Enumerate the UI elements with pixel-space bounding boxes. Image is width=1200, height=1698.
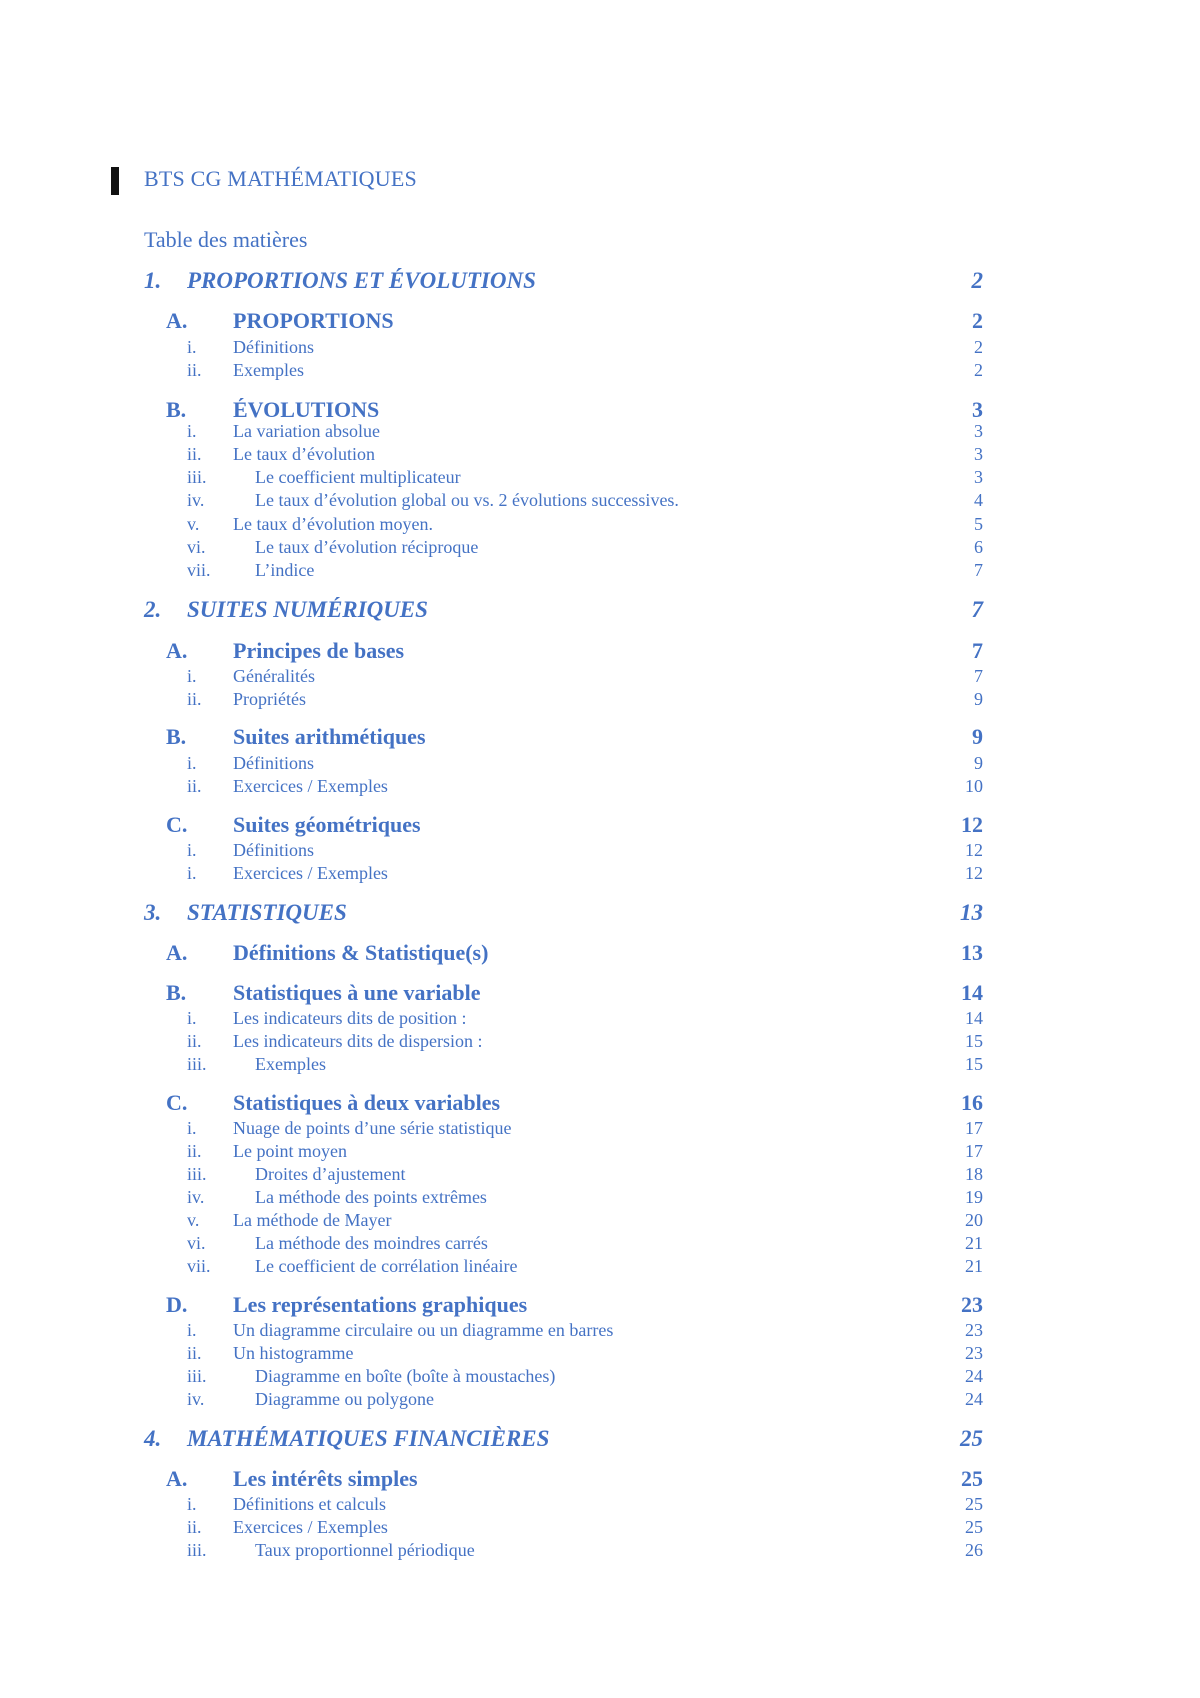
toc-entry-level-2[interactable] — [0, 724, 1200, 748]
toc-entry-level-3[interactable] — [0, 863, 1200, 887]
toc-entry-label: Droites d’ajustement — [255, 1164, 406, 1184]
toc-entry-level-3[interactable] — [0, 1187, 1200, 1211]
toc-entry-page-number: 10 — [965, 776, 983, 796]
header-marker-bar — [111, 167, 119, 195]
toc-entry-page-number: 23 — [965, 1320, 983, 1340]
toc-entry-level-3[interactable] — [0, 1233, 1200, 1257]
toc-entry-number: iii. — [187, 1054, 207, 1074]
toc-entry-label: Les indicateurs dits de dispersion : — [233, 1031, 483, 1051]
toc-entry-level-3[interactable] — [0, 490, 1200, 514]
toc-entry-level-2[interactable] — [0, 1292, 1200, 1316]
toc-entry-label: Statistiques à deux variables — [233, 1090, 501, 1115]
toc-entry-level-3[interactable] — [0, 1320, 1200, 1344]
toc-entry-level-3[interactable] — [0, 1054, 1200, 1078]
toc-entry-page-number: 7 — [974, 560, 983, 580]
toc-entry-page-number: 7 — [974, 666, 983, 686]
toc-entry-label: Les représentations graphiques — [233, 1292, 528, 1317]
toc-entry-level-3[interactable] — [0, 467, 1200, 491]
toc-entry-label: Exercices / Exemples — [233, 863, 388, 883]
toc-entry-page-number: 24 — [965, 1389, 983, 1409]
toc-entry-number: vii. — [187, 1256, 211, 1276]
toc-entry-label: Un histogramme — [233, 1343, 354, 1363]
toc-entry-label: Suites géométriques — [233, 812, 421, 837]
toc-entry-level-3[interactable] — [0, 1389, 1200, 1413]
toc-entry-label: STATISTIQUES — [187, 900, 347, 925]
toc-entry-label: Le taux d’évolution réciproque — [255, 537, 479, 557]
toc-entry-level-3[interactable] — [0, 1118, 1200, 1142]
toc-entry-level-3[interactable] — [0, 337, 1200, 361]
toc-entry-level-3[interactable] — [0, 1031, 1200, 1055]
toc-entry-label: La méthode des points extrêmes — [255, 1187, 487, 1207]
toc-entry-number: i. — [187, 753, 197, 773]
toc-entry-level-3[interactable] — [0, 1540, 1200, 1564]
toc-entry-level-2[interactable] — [0, 397, 1200, 421]
toc-entry-level-3[interactable] — [0, 1141, 1200, 1165]
toc-entry-label: PROPORTIONS ET ÉVOLUTIONS — [187, 268, 536, 293]
toc-entry-page-number: 23 — [961, 1292, 983, 1317]
toc-entry-page-number: 3 — [974, 444, 983, 464]
toc-entry-page-number: 12 — [965, 840, 983, 860]
toc-entry-number: iii. — [187, 1540, 207, 1560]
toc-entry-page-number: 3 — [972, 397, 983, 422]
toc-entry-label: Les intérêts simples — [233, 1466, 418, 1491]
toc-entry-level-3[interactable] — [0, 537, 1200, 561]
toc-entry-number: iii. — [187, 467, 207, 487]
document-header-title: BTS CG MATHÉMATIQUES — [144, 166, 417, 191]
toc-entry-level-1[interactable] — [0, 1426, 1200, 1450]
toc-entry-page-number: 12 — [961, 812, 983, 837]
toc-entry-number: iii. — [187, 1366, 207, 1386]
toc-entry-level-3[interactable] — [0, 1343, 1200, 1367]
toc-entry-page-number: 7 — [971, 597, 983, 622]
toc-entry-label: Taux proportionnel périodique — [255, 1540, 475, 1560]
toc-entry-number: iv. — [187, 490, 205, 510]
toc-entry-page-number: 25 — [965, 1494, 983, 1514]
toc-entry-page-number: 9 — [972, 724, 983, 749]
toc-entry-number: i. — [187, 1008, 197, 1028]
toc-entry-number: 1. — [144, 268, 162, 293]
toc-entry-label: Définitions et calculs — [233, 1494, 386, 1514]
toc-entry-number: i. — [187, 1494, 197, 1514]
toc-entry-level-2[interactable] — [0, 1466, 1200, 1490]
toc-entry-label: MATHÉMATIQUES FINANCIÈRES — [187, 1426, 550, 1451]
toc-entry-level-3[interactable] — [0, 421, 1200, 445]
toc-entry-label: Définitions & Statistique(s) — [233, 940, 489, 965]
toc-entry-number: A. — [166, 308, 188, 333]
toc-entry-number: C. — [166, 812, 188, 837]
toc-entry-number: i. — [187, 421, 197, 441]
toc-entry-label: Le coefficient multiplicateur — [255, 467, 461, 487]
toc-entry-label: Généralités — [233, 666, 315, 686]
toc-entry-label: Un diagramme circulaire ou un diagramme en barres — [233, 1320, 614, 1340]
toc-entry-page-number: 21 — [965, 1256, 983, 1276]
toc-entry-level-3[interactable] — [0, 1517, 1200, 1541]
toc-entry-page-number: 2 — [974, 337, 983, 357]
toc-entry-page-number: 7 — [972, 638, 983, 663]
toc-entry-level-3[interactable] — [0, 514, 1200, 538]
toc-entry-level-1[interactable] — [0, 597, 1200, 621]
toc-entry-number: B. — [166, 980, 187, 1005]
toc-entry-label: Nuage de points d’une série statistique — [233, 1118, 512, 1138]
toc-entry-page-number: 25 — [961, 1466, 983, 1491]
toc-entry-label: Le coefficient de corrélation linéaire — [255, 1256, 518, 1276]
toc-entry-number: i. — [187, 337, 197, 357]
toc-entry-level-3[interactable] — [0, 1008, 1200, 1032]
toc-entry-label: Définitions — [233, 753, 314, 773]
toc-entry-page-number: 15 — [965, 1031, 983, 1051]
toc-entry-label: La méthode de Mayer — [233, 1210, 392, 1230]
toc-entry-level-1[interactable] — [0, 900, 1200, 924]
toc-entry-level-3[interactable] — [0, 753, 1200, 777]
toc-entry-level-3[interactable] — [0, 444, 1200, 468]
toc-entry-page-number: 26 — [965, 1540, 983, 1560]
toc-entry-label: Exercices / Exemples — [233, 1517, 388, 1537]
toc-entry-label: PROPORTIONS — [233, 308, 394, 333]
toc-entry-page-number: 20 — [965, 1210, 983, 1230]
toc-entry-page-number: 16 — [961, 1090, 983, 1115]
toc-entry-page-number: 25 — [965, 1517, 983, 1537]
toc-entry-level-3[interactable] — [0, 1366, 1200, 1390]
toc-entry-page-number: 21 — [965, 1233, 983, 1253]
toc-entry-level-3[interactable] — [0, 666, 1200, 690]
toc-entry-page-number: 2 — [971, 268, 983, 293]
toc-entry-label: Le taux d’évolution — [233, 444, 375, 464]
toc-entry-page-number: 2 — [974, 360, 983, 380]
toc-entry-number: vi. — [187, 1233, 206, 1253]
toc-entry-level-3[interactable] — [0, 360, 1200, 384]
toc-entry-page-number: 24 — [965, 1366, 983, 1386]
toc-entry-page-number: 9 — [974, 689, 983, 709]
toc-entry-label: Définitions — [233, 337, 314, 357]
toc-entry-number: vi. — [187, 537, 206, 557]
toc-entry-number: ii. — [187, 689, 202, 709]
toc-entry-level-2[interactable] — [0, 940, 1200, 964]
toc-entry-page-number: 14 — [961, 980, 983, 1005]
toc-entry-page-number: 3 — [974, 421, 983, 441]
toc-entry-label: Définitions — [233, 840, 314, 860]
toc-entry-page-number: 4 — [974, 490, 983, 510]
toc-entry-label: La méthode des moindres carrés — [255, 1233, 488, 1253]
toc-entry-level-3[interactable] — [0, 1256, 1200, 1280]
toc-entry-page-number: 12 — [965, 863, 983, 883]
toc-entry-label: Exemples — [233, 360, 304, 380]
toc-entry-level-3[interactable] — [0, 840, 1200, 864]
toc-entry-number: A. — [166, 638, 188, 663]
toc-entry-label: Suites arithmétiques — [233, 724, 426, 749]
toc-entry-page-number: 23 — [965, 1343, 983, 1363]
toc-entry-number: A. — [166, 940, 188, 965]
toc-entry-label: Les indicateurs dits de position : — [233, 1008, 467, 1028]
toc-entry-number: 4. — [144, 1426, 162, 1451]
toc-entry-page-number: 9 — [974, 753, 983, 773]
toc-entry-label: L’indice — [255, 560, 315, 580]
toc-entry-label: Principes de bases — [233, 638, 405, 663]
toc-entry-number: v. — [187, 1210, 200, 1230]
toc-entry-number: ii. — [187, 360, 202, 380]
toc-entry-number: ii. — [187, 1031, 202, 1051]
toc-entry-number: i. — [187, 863, 197, 883]
toc-entry-level-3[interactable] — [0, 1210, 1200, 1234]
toc-entry-number: B. — [166, 397, 187, 422]
toc-entry-page-number: 15 — [965, 1054, 983, 1074]
toc-entry-level-3[interactable] — [0, 776, 1200, 800]
toc-entry-label: Propriétés — [233, 689, 306, 709]
toc-entry-number: iii. — [187, 1164, 207, 1184]
toc-entry-label: Diagramme ou polygone — [255, 1389, 434, 1409]
toc-entry-page-number: 5 — [974, 514, 983, 534]
toc-entry-number: iv. — [187, 1187, 205, 1207]
toc-entry-number: vii. — [187, 560, 211, 580]
toc-entry-number: A. — [166, 1466, 188, 1491]
toc-entry-number: i. — [187, 840, 197, 860]
toc-entry-label: Diagramme en boîte (boîte à moustaches) — [255, 1366, 556, 1386]
toc-entry-page-number: 25 — [960, 1426, 983, 1451]
toc-entry-page-number: 13 — [961, 940, 983, 965]
toc-entry-label: ÉVOLUTIONS — [233, 397, 380, 422]
toc-entry-number: i. — [187, 1118, 197, 1138]
toc-entry-level-3[interactable] — [0, 560, 1200, 584]
toc-entry-page-number: 14 — [965, 1008, 983, 1028]
toc-entry-level-2[interactable] — [0, 1090, 1200, 1114]
toc-entry-page-number: 6 — [974, 537, 983, 557]
toc-entry-level-2[interactable] — [0, 980, 1200, 1004]
toc-entry-level-2[interactable] — [0, 638, 1200, 662]
toc-entry-page-number: 18 — [965, 1164, 983, 1184]
toc-entry-label: Le taux d’évolution moyen. — [233, 514, 433, 534]
toc-entry-level-2[interactable] — [0, 308, 1200, 332]
toc-entry-level-3[interactable] — [0, 689, 1200, 713]
toc-entry-number: i. — [187, 666, 197, 686]
toc-entry-label: Exercices / Exemples — [233, 776, 388, 796]
toc-entry-page-number: 2 — [972, 308, 983, 333]
toc-entry-number: ii. — [187, 1517, 202, 1537]
toc-entry-page-number: 17 — [965, 1118, 983, 1138]
toc-entry-number: ii. — [187, 444, 202, 464]
toc-entry-number: ii. — [187, 776, 202, 796]
toc-entry-level-2[interactable] — [0, 812, 1200, 836]
toc-entry-label: Exemples — [255, 1054, 326, 1074]
toc-entry-level-3[interactable] — [0, 1494, 1200, 1518]
toc-entry-level-1[interactable] — [0, 268, 1200, 292]
toc-entry-page-number: 3 — [974, 467, 983, 487]
toc-entry-label: Le taux d’évolution global ou vs. 2 évolutions successives. — [255, 490, 679, 510]
toc-entry-number: ii. — [187, 1141, 202, 1161]
toc-entry-page-number: 13 — [960, 900, 983, 925]
toc-entry-label: Le point moyen — [233, 1141, 347, 1161]
toc-entry-label: Statistiques à une variable — [233, 980, 481, 1005]
toc-entry-number: B. — [166, 724, 187, 749]
toc-entry-number: 2. — [144, 597, 162, 622]
toc-entry-page-number: 19 — [965, 1187, 983, 1207]
toc-entry-page-number: 17 — [965, 1141, 983, 1161]
toc-entry-number: C. — [166, 1090, 188, 1115]
toc-entry-number: i. — [187, 1320, 197, 1340]
toc-title: Table des matières — [144, 227, 308, 252]
toc-entry-label: La variation absolue — [233, 421, 380, 441]
toc-entry-number: v. — [187, 514, 200, 534]
toc-entry-label: SUITES NUMÉRIQUES — [187, 597, 428, 622]
toc-entry-number: 3. — [144, 900, 162, 925]
toc-entry-level-3[interactable] — [0, 1164, 1200, 1188]
toc-entry-number: iv. — [187, 1389, 205, 1409]
toc-entry-number: D. — [166, 1292, 188, 1317]
toc-entry-number: ii. — [187, 1343, 202, 1363]
